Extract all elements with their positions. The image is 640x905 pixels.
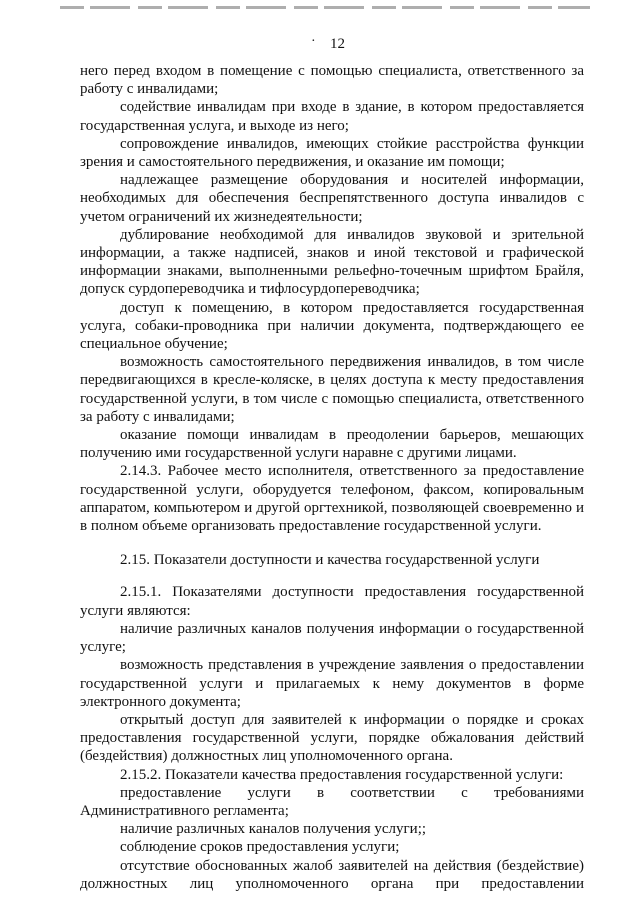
paragraph: сопровождение инвалидов, имеющих стойкие расстройства функции зрения и самостоятельного передвижения, и оказание им помощи; [80, 135, 584, 171]
document-body [80, 62, 584, 893]
paragraph: возможность самостоятельного передвижения инвалидов, в том числе передвигающихся в кресле-коляске, в целях доступа к месту предоставления государственной услуги, в том числе с помощью специалиста, ответственного за работу с инвалидами; [80, 354, 584, 425]
paragraph: наличие различных каналов получения информации о государственной услуге; [80, 620, 584, 656]
paragraph: 2.14.3. Рабочее место исполнителя, ответственного за предоставление государственной услуги, оборудуется телефоном, факсом, копировальным аппаратом, компьютером и другой оргтехникой, позволяющей своевременно и в полном объеме организовать предоставление государственной услуги. [80, 463, 584, 535]
paragraph: открытый доступ для заявителей к информации о порядке и сроках предоставления государственной услуги, порядке обжалования действий (бездействия) должностных лиц уполномоченного органа. [80, 711, 584, 765]
page-dot: · [311, 34, 316, 49]
paragraph: 2.15.1. Показателями доступности предоставления государственной услуги являются: [80, 584, 584, 619]
paragraph: него перед входом в помещение с помощью специалиста, ответственного за работу с инвалидами; [80, 63, 584, 98]
section-heading: 2.15. Показатели доступности и качества государственной услуги [120, 552, 540, 569]
paragraph: оказание помощи инвалидам в преодолении барьеров, мешающих получению ими государственной услуги наравне с другими лицами. [80, 427, 584, 462]
paragraph: возможность представления в учреждение заявления о предоставлении государственной услуги и прилагаемых к нему документов в форме электронного документа; [80, 657, 584, 710]
paragraph: содействие инвалидам при входе в здание, в котором предоставляется государственная услуга, и выходе из него; [80, 99, 584, 134]
paragraph: соблюдение сроков предоставления услуги; [120, 839, 400, 856]
page-number-value: 12 [330, 36, 345, 52]
paragraph: 2.15.2. Показатели качества предоставления государственной услуги: [120, 766, 564, 783]
paragraph: доступ к помещению, в котором предоставляется государственная услуга, собаки-проводника при наличии документа, подтверждающего ее специальное обучение; [80, 299, 584, 353]
scan-edge-artifact [60, 6, 590, 9]
paragraph: наличие различных каналов получения услуги;; [120, 821, 427, 838]
paragraph: надлежащее размещение оборудования и носителей информации, необходимых для обеспечения беспрепятственного доступа инвалидов с учетом ограничений их жизнедеятельности; [80, 172, 584, 225]
paragraph: отсутствие обоснованных жалоб заявителей на действия (бездействие) должностных лиц уполномоченного органа при предоставлении [80, 857, 584, 892]
paragraph: дублирование необходимой для инвалидов звуковой и зрительной информации, а также надписей, знаков и иной текстовой и графической информации знаками, выполненными рельефно-точечным шрифтом Брайля, допуск сурдопереводчика и тифлосурдопереводчика; [80, 226, 584, 298]
paragraph: предоставление услуги в соответствии с требованиями Административного регламента; [80, 784, 584, 819]
